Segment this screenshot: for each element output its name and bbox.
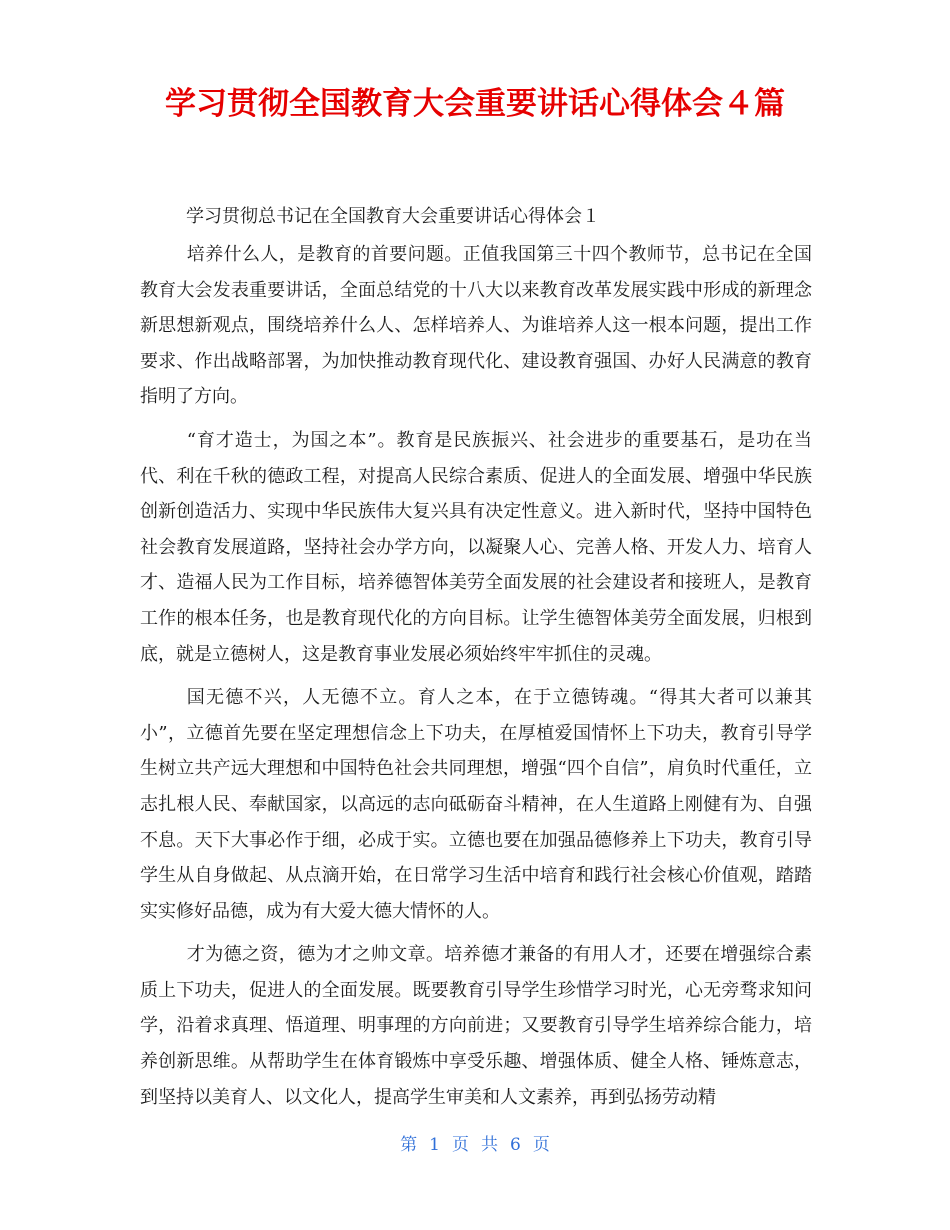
document-body <box>140 237 812 1123</box>
paragraph-4: 才为德之资，德为才之帅文章。培养德才兼备的有用人才，还要在增强综合素质上下功夫，促进人的全面发展。既要教育引导学生珍惜学习时光，心无旁骛求知问学，沿着求真理、悟道理、明事理的方向前进；又要教育引导学生培养综合能力，培养创新思维。从帮助学生在体育锻炼中享受乐趣、增强体质、健全人格、锤炼意志，到坚持以美育人、以文化人，提高学生审美和人文素养，再到弘扬劳动精 <box>140 944 812 1108</box>
page-suffix: 页 <box>532 1135 550 1155</box>
section-subtitle: 学习贯彻总书记在全国教育大会重要讲话心得体会１ <box>186 206 600 227</box>
paragraph-1: 培养什么人，是教育的首要问题。正值我国第三十四个教师节，总书记在全国教育大会发表重要讲话，全面总结党的十八大以来教育改革发展实践中形成的新理念新思想新观点，围绕培养什么人、怎样培养人、为谁培养人这一根本问题，提出工作要求、作出战略部署，为加快推动教育现代化、建设教育强国、办好人民满意的教育指明了方向。 <box>140 244 812 408</box>
page-mid: 页 <box>452 1135 469 1155</box>
page-prefix: 第 <box>400 1135 418 1155</box>
page-number: 1 <box>429 1135 440 1155</box>
paragraph-2: “育才造士，为国之本”。教育是民族振兴、社会进步的重要基石，是功在当代、利在千秋的德政工程，对提高人民综合素质、促进人的全面发展、增强中华民族创新创造活力、实现中华民族伟大复兴具有决定性意义。进入新时代，坚持中国特色社会教育发展道路，坚持社会办学方向，以凝聚人心、完善人格、开发人力、培育人才、造福人民为工作目标，培养德智体美劳全面发展的社会建设者和接班人，是教育工作的根本任务，也是教育现代化的方向目标。让学生德智体美劳全面发展，归根到底，就是立德树人，这是教育事业发展必须始终牢牢抓住的灵魂。 <box>140 429 812 665</box>
total-pages: 6 <box>510 1135 521 1155</box>
total-label: 共 <box>481 1135 498 1155</box>
document-title: 学习贯彻全国教育大会重要讲话心得体会４篇 <box>165 86 785 122</box>
paragraph-3: 国无德不兴，人无德不立。育人之本，在于立德铸魂。“得其大者可以兼其小”，立德首先要在坚定理想信念上下功夫，在厚植爱国情怀上下功夫，教育引导学生树立共产远大理想和中国特色社会共同理想，增强“四个自信”，肩负时代重任，立志扎根人民、奉献国家，以高远的志向砥砺奋斗精神，在人生道路上刚健有为、自强不息。天下大事必作于细，必成于实。立德也要在加强品德修养上下功夫，教育引导学生从自身做起、从点滴开始，在日常学习生活中培育和践行社会核心价值观，踏踏实实修好品德，成为有大爱大德大情怀的人。 <box>140 687 812 922</box>
page-footer <box>0 1133 950 1157</box>
